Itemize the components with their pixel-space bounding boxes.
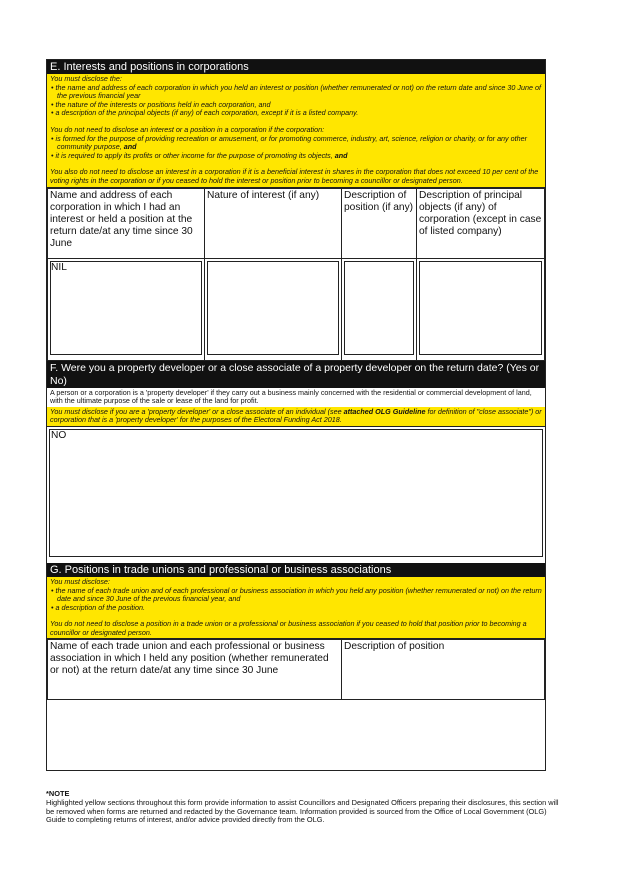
section-g-title: G. Positions in trade unions and professional or business associations (47, 563, 545, 577)
col-header-nature: Nature of interest (if any) (205, 188, 342, 258)
nature-field[interactable] (207, 261, 339, 355)
and-word: and (123, 142, 137, 152)
list-item (50, 135, 542, 152)
field-value: NO (51, 429, 67, 441)
guidance-text: for definition of "close associate") or corporation that is a 'property developer' for the purposes of the Electoral Funding Act 2018. (50, 406, 542, 425)
must-disclose-list (50, 587, 542, 613)
position-field[interactable] (344, 261, 414, 355)
not-disclose-text: You do not need to disclose a position in a trade union or a professional or business association if you ceased to hold that position prior to becoming a councillor or designated person. (50, 619, 527, 637)
list-item: • the name and address of each corporation in which you held an interest or position (whether remunerated or not) on the return date and since 30 June of the previous financial year (50, 84, 542, 101)
list-item: • a description of the position. (50, 604, 542, 613)
col-header-description: Description of position (342, 640, 545, 700)
section-g-table (47, 639, 545, 700)
not-disclose-list (50, 135, 542, 161)
section-e-table (47, 188, 545, 361)
section-g-guidance (47, 577, 545, 640)
section-f-description: A person or a corporation is a 'property developer' if they carry out a business mainly concerned with the residential or commercial development of land, with the ultimate purpose of the sale or lease of the land for profit. (47, 388, 545, 407)
corporation-name-field[interactable] (50, 261, 202, 355)
not-disclose-label: You do not need to disclose an interest or a position in a corporation if the corporation: (50, 124, 325, 134)
footer-note (46, 790, 566, 825)
list-item: • the nature of the interests or positions held in each corporation, and (50, 101, 542, 110)
section-f-title: F. Were you a property developer or a close associate of a property developer on the return date? (Yes or No) (47, 361, 545, 388)
guidance-text: You must disclose if you are a 'property developer' or a close associate of an individual (see (50, 406, 344, 416)
section-e-title: E. Interests and positions in corporations (47, 60, 545, 74)
list-item: • a description of the principal objects (if any) of each corporation, except if it is a listed company. (50, 109, 542, 118)
property-developer-field[interactable] (49, 429, 543, 557)
must-disclose-label: You must disclose: (50, 576, 110, 586)
also-text: You also do not need to disclose an interest in a corporation if it is a beneficial interest in shares in the corporation that does not exceed 10 per cent of the voting rights in the corporation or if you ceased to hold the interest or position prior to becoming a councillor or designated person. (50, 167, 539, 185)
note-text: Highlighted yellow sections throughout this form provide information to assist Councillors and Designated Officers preparing their disclosures, this section will be removed when forms are returned and redacted by the Governance team. Information provided is sourced from the Office of Local Government (OLG) Guide to completing returns of interest, and/or advice provided directly from the OLG. (46, 797, 559, 825)
must-disclose-label: You must disclose the: (50, 74, 122, 83)
col-header-name-address: Name and address of each corporation in which I had an interest or held a position at the return date/at any time since 30 June (48, 188, 205, 258)
must-disclose-list (50, 84, 542, 118)
col-header-union-name: Name of each trade union and each professional or business association in which I held any position (whether remunerated or not) at the return date/at any time since 30 June (48, 640, 342, 700)
form-frame (46, 59, 546, 771)
and-word: and (334, 150, 348, 160)
note-title: *NOTE (46, 789, 70, 798)
list-item (50, 152, 542, 161)
guideline-link: attached OLG Guideline (343, 406, 426, 416)
list-item: • the name of each trade union and of each professional or business association in which you held any position (whether remunerated or not) on the return date and since 30 June of the previous financial year, and (50, 587, 542, 604)
field-value: NIL (51, 261, 67, 273)
list-item-text: it is required to apply its profits or other income for the purpose of promoting its objects, (55, 150, 335, 160)
col-header-position: Description of position (if any) (342, 188, 417, 258)
objects-field[interactable] (419, 261, 542, 355)
section-f-guidance (47, 407, 545, 427)
list-item-text: is formed for the purpose of providing recreation or amusement, or for promoting commerce, industry, art, science, religion or charity, or for any other community purpose, (55, 133, 528, 152)
col-header-objects: Description of principal objects (if any) of corporation (except in case of listed company) (417, 188, 545, 258)
section-e-guidance (47, 74, 545, 188)
